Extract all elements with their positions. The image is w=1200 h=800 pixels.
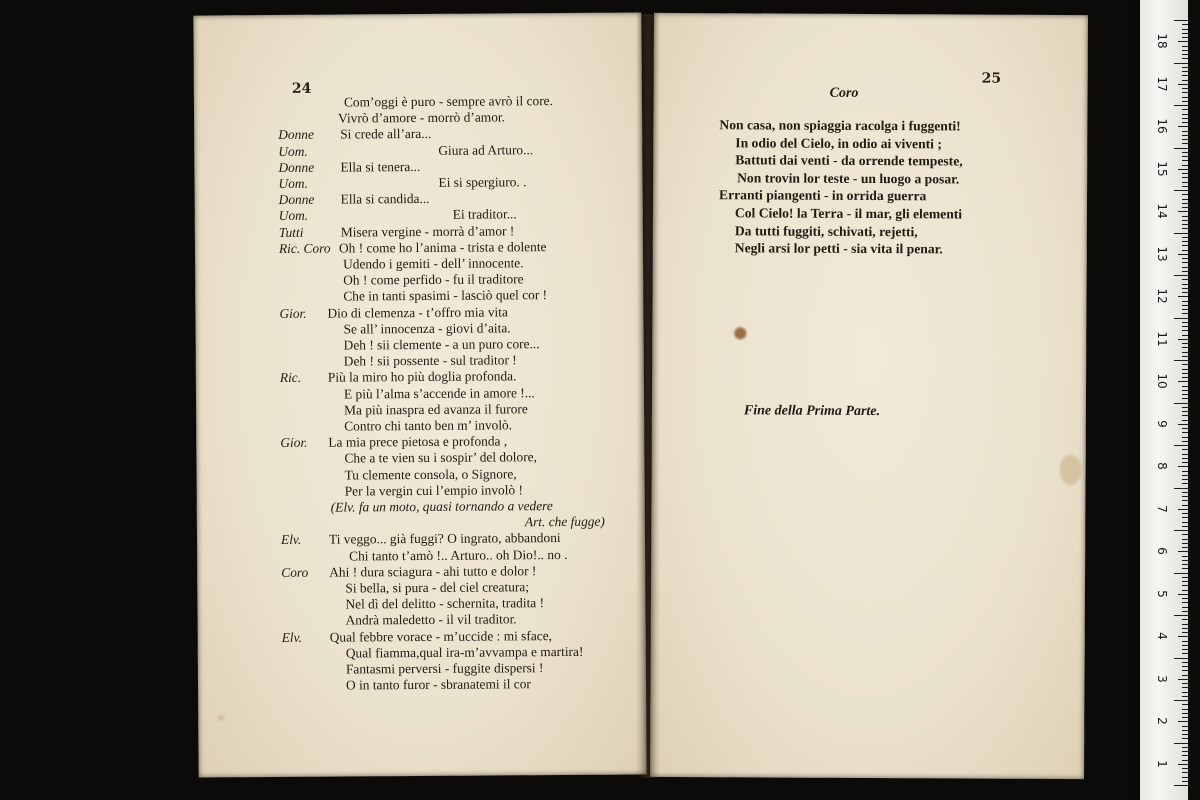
ruler-tick [1182, 738, 1188, 739]
ruler-tick [1182, 602, 1188, 603]
ruler-tick [1182, 471, 1188, 472]
ruler-tick [1182, 641, 1188, 642]
verse-line: Fantasmi perversi - fuggite dispersi ! [345, 660, 544, 677]
ruler-tick [1182, 118, 1188, 119]
ruler-tick [1182, 347, 1188, 348]
ruler-tick [1182, 131, 1188, 132]
chorus-line: Col Cielo! la Terra - il mar, gli elementi [734, 205, 963, 222]
verse-line: Più la miro ho più doglia profonda. [327, 368, 517, 386]
ruler-number: 18 [1155, 33, 1169, 49]
ruler-tick [1174, 233, 1188, 234]
ruler-tick [1174, 20, 1188, 21]
ruler-tick [1182, 258, 1188, 259]
ruler-tick [1182, 284, 1188, 285]
ruler-tick [1174, 488, 1188, 489]
verse-line: (Elv. fa un moto, quasi tornando a vedere [330, 498, 553, 515]
ruler-number: 3 [1155, 674, 1169, 683]
measuring-ruler [1140, 0, 1188, 800]
ruler-tick [1182, 262, 1188, 263]
ruler-tick [1182, 109, 1188, 110]
ruler-tick [1182, 80, 1188, 81]
ruler-tick [1178, 381, 1188, 382]
ruler-tick [1178, 211, 1188, 212]
speaker-label: Uom. [278, 143, 308, 159]
ruler-tick [1182, 483, 1188, 484]
verse-line: O in tanto furor - sbranatemi il cor [345, 676, 531, 693]
speaker-label: Ric. [279, 370, 302, 386]
ruler-tick [1182, 207, 1188, 208]
ruler-tick [1182, 122, 1188, 123]
ruler-tick [1182, 46, 1188, 47]
ruler-tick [1182, 24, 1188, 25]
verse-line: Che in tanti spasimi - lasciò quel cor ! [343, 287, 548, 304]
chorus-line: Negli arsi lor petti - sia vita il penar. [734, 240, 943, 257]
ruler-tick [1178, 764, 1188, 765]
ruler-tick [1182, 50, 1188, 51]
speaker-label: Gior. [280, 434, 308, 451]
ruler-tick [1182, 632, 1188, 633]
right-page [650, 13, 1088, 779]
ruler-tick [1174, 275, 1188, 276]
speaker-label: Tutti [278, 224, 304, 240]
ruler-tick [1182, 517, 1188, 518]
paper-stain [218, 715, 224, 720]
ruler-tick [1182, 156, 1188, 157]
page-number-left: 24 [291, 80, 312, 97]
ruler-tick [1182, 734, 1188, 735]
ruler-tick [1182, 717, 1188, 718]
ruler-tick [1182, 611, 1188, 612]
verse-line: Chi tanto t’amò !.. Arturo.. oh Dio!.. no . [349, 546, 568, 564]
ruler-tick [1182, 237, 1188, 238]
ruler-tick [1182, 568, 1188, 569]
ruler-tick [1182, 250, 1188, 251]
ruler-number: 2 [1155, 717, 1169, 725]
ruler-number: 8 [1155, 462, 1169, 470]
verse-line: E più l’alma s’accende in amore !... [343, 384, 535, 402]
verse-line: Se all’ innocenza - giovi d’aita. [343, 320, 511, 337]
ruler-tick [1174, 318, 1188, 319]
ruler-number: 17 [1155, 75, 1169, 92]
ruler-tick [1182, 398, 1188, 399]
ruler-tick [1182, 649, 1188, 650]
ruler-tick [1182, 543, 1188, 544]
ruler-tick [1182, 390, 1188, 391]
verse-line: Com’oggi è puro - sempre avrò il core. [343, 93, 553, 110]
ruler-tick [1182, 437, 1188, 438]
ruler-tick [1182, 71, 1188, 72]
ruler-tick [1182, 526, 1188, 527]
ruler-tick [1182, 696, 1188, 697]
ruler-tick [1182, 288, 1188, 289]
ruler-number: 15 [1155, 160, 1169, 177]
ruler-number: 4 [1155, 632, 1169, 640]
ruler-tick [1182, 475, 1188, 476]
speaker-label: Elv. [281, 629, 302, 645]
ruler-tick [1182, 628, 1188, 629]
speaker-label: Donne [278, 191, 315, 208]
ruler-tick [1182, 607, 1188, 608]
speaker-label: Uom. [278, 175, 308, 191]
ruler-tick [1182, 619, 1188, 620]
ruler-tick [1182, 322, 1188, 323]
ruler-number: 12 [1155, 288, 1169, 304]
ink-spot [734, 327, 746, 339]
ruler-tick [1182, 666, 1188, 667]
ruler-tick [1182, 598, 1188, 599]
ruler-tick [1182, 713, 1188, 714]
verse-line: Giura ad Arturo... [438, 141, 534, 158]
verse-line: Deh ! sii possente - sul traditor ! [343, 352, 517, 369]
ruler-tick [1182, 441, 1188, 442]
ruler-tick [1182, 245, 1188, 246]
ruler-tick [1178, 636, 1188, 637]
chorus-line: Da tutti fuggiti, schivati, rejetti, [734, 222, 918, 239]
ruler-tick [1182, 730, 1188, 731]
ruler-tick [1182, 267, 1188, 268]
ruler-tick [1174, 658, 1188, 659]
ruler-tick [1182, 186, 1188, 187]
page-number-right: 25 [981, 70, 1002, 87]
ruler-number: 13 [1155, 245, 1169, 262]
ruler-tick [1182, 279, 1188, 280]
closing-line: Fine della Prima Parte. [743, 403, 881, 420]
ruler-tick [1182, 386, 1188, 387]
speaker-label: Coro [281, 564, 309, 580]
ruler-tick [1178, 551, 1188, 552]
verse-line: Ei traditor... [452, 206, 517, 223]
ruler-tick [1182, 241, 1188, 242]
ruler-tick [1182, 199, 1188, 200]
ruler-number: 1 [1155, 759, 1169, 768]
section-heading: Coro [829, 85, 859, 101]
verse-line: Ella si tenera... [340, 158, 421, 175]
ruler-tick [1182, 407, 1188, 408]
ruler-tick [1182, 500, 1188, 501]
ruler-tick [1182, 135, 1188, 136]
ruler-tick [1174, 360, 1188, 361]
ruler-tick [1182, 29, 1188, 30]
book-gutter [636, 14, 660, 778]
ruler-tick [1178, 84, 1188, 85]
ruler-tick [1178, 339, 1188, 340]
ruler-tick [1178, 679, 1188, 680]
ruler-tick [1182, 704, 1188, 705]
speaker-label: Uom. [278, 208, 309, 224]
ruler-tick [1182, 377, 1188, 378]
ruler-tick [1182, 479, 1188, 480]
ruler-tick [1182, 687, 1188, 688]
ruler-tick [1182, 581, 1188, 582]
verse-line: Che a te vien su i sospir’ del dolore, [344, 449, 538, 466]
ruler-tick [1182, 556, 1188, 557]
ruler-tick [1182, 330, 1188, 331]
ruler-tick [1182, 216, 1188, 217]
verse-line: Misera vergine - morrà d’amor ! [340, 222, 515, 240]
paper-stain [1060, 455, 1082, 485]
ruler-tick [1182, 114, 1188, 115]
ruler-tick [1182, 751, 1188, 752]
ruler-tick [1182, 564, 1188, 565]
ruler-tick [1182, 101, 1188, 102]
chorus-line: Erranti piangenti - in orrida guerra [719, 187, 927, 204]
ruler-tick [1174, 63, 1188, 64]
ruler-tick [1174, 573, 1188, 574]
ruler-tick [1182, 645, 1188, 646]
ruler-tick [1174, 530, 1188, 531]
verse-line: Si crede all’ara... [340, 126, 432, 142]
ruler-tick [1182, 539, 1188, 540]
ruler-tick [1182, 547, 1188, 548]
ruler-tick [1182, 577, 1188, 578]
ruler-tick [1174, 105, 1188, 106]
ruler-tick [1178, 126, 1188, 127]
verse-line: Ei si spergiuro. . [438, 174, 527, 190]
ruler-tick [1182, 411, 1188, 412]
ruler-tick [1182, 449, 1188, 450]
verse-line: Nel dì del delitto - schernita, tradita ! [345, 595, 545, 612]
verse-line: Udendo i gemiti - dell’ innocente. [343, 255, 524, 272]
ruler-tick [1178, 424, 1188, 425]
ruler-tick [1182, 777, 1188, 778]
verse-line: Ti veggo... già fuggi? O ingrato, abbandoni [328, 530, 561, 548]
ruler-tick [1174, 615, 1188, 616]
ruler-tick [1174, 190, 1188, 191]
ruler-tick [1182, 394, 1188, 395]
ruler-tick [1182, 343, 1188, 344]
ruler-tick [1182, 143, 1188, 144]
ruler-tick [1182, 313, 1188, 314]
ruler-tick [1182, 37, 1188, 38]
ruler-tick [1182, 458, 1188, 459]
ruler-tick [1182, 173, 1188, 174]
ruler-tick [1178, 41, 1188, 42]
verse-line: Oh ! come perfido - fu il traditore [343, 271, 524, 288]
ruler-tick [1182, 335, 1188, 336]
left-page [193, 12, 646, 777]
ruler-tick [1182, 97, 1188, 98]
verse-line: Dio di clemenza - t’offro mia vita [327, 303, 508, 321]
ruler-tick [1182, 228, 1188, 229]
ruler-tick [1182, 496, 1188, 497]
ruler-number: 6 [1155, 547, 1169, 555]
ruler-tick [1182, 670, 1188, 671]
verse-line: Vivrò d’amore - morrò d’amor. [338, 109, 506, 126]
chorus-line: Non casa, non spiaggia racolga i fuggenti! [719, 117, 961, 134]
ruler-number: 7 [1155, 504, 1169, 513]
ruler-tick [1182, 415, 1188, 416]
ruler-tick [1182, 683, 1188, 684]
ruler-number: 14 [1155, 203, 1169, 219]
ruler-tick [1182, 653, 1188, 654]
ruler-tick [1182, 194, 1188, 195]
ruler-tick [1182, 326, 1188, 327]
ruler-tick [1182, 92, 1188, 93]
chorus-line: In odio del Cielo, in odio ai viventi ; [735, 134, 942, 151]
verse-line: Deh ! sii clemente - a un puro core... [343, 336, 540, 353]
verse-line: Tu clemente consola, o Signore, [344, 465, 517, 483]
ruler-tick [1182, 590, 1188, 591]
ruler-tick [1182, 88, 1188, 89]
ruler-tick [1182, 33, 1188, 34]
ruler-tick [1182, 428, 1188, 429]
verse-line: Ella si candida... [340, 191, 430, 207]
ruler-tick [1178, 169, 1188, 170]
speaker-label: Gior. [279, 305, 307, 321]
ruler-tick [1182, 760, 1188, 761]
ruler-tick [1174, 445, 1188, 446]
verse-line: Per la vergin cui l’empio involò ! [344, 482, 523, 499]
ruler-tick [1174, 743, 1188, 744]
ruler-number: 16 [1155, 118, 1169, 134]
ruler-tick [1182, 356, 1188, 357]
ruler-tick [1174, 700, 1188, 701]
ruler-tick [1182, 534, 1188, 535]
ruler-tick [1182, 513, 1188, 514]
ruler-tick [1182, 224, 1188, 225]
ruler-tick [1178, 594, 1188, 595]
speaker-label: Donne [278, 127, 314, 143]
ruler-tick [1182, 369, 1188, 370]
verse-line: Ma più inaspra ed avanza il furore [344, 401, 528, 418]
ruler-tick [1182, 492, 1188, 493]
ruler-tick [1182, 182, 1188, 183]
ruler-tick [1182, 67, 1188, 68]
ruler-tick [1182, 522, 1188, 523]
ruler-tick [1178, 466, 1188, 467]
ruler-tick [1182, 585, 1188, 586]
ruler-tick [1182, 755, 1188, 756]
ruler-tick [1182, 420, 1188, 421]
ruler-tick [1182, 58, 1188, 59]
verse-line: Ahi ! dura sciagura - ahi tutto e dolor ! [329, 562, 537, 580]
ruler-tick [1182, 305, 1188, 306]
ruler-tick [1182, 203, 1188, 204]
ruler-tick [1182, 624, 1188, 625]
ruler-number: 11 [1155, 330, 1169, 347]
verse-line: Art. che fugge) [524, 513, 605, 530]
ruler-number: 5 [1155, 589, 1169, 598]
ruler-number: 9 [1155, 419, 1169, 428]
ruler-tick [1182, 726, 1188, 727]
ruler-tick [1182, 675, 1188, 676]
verse-line: Si bella, si pura - del ciel creatura; [345, 579, 530, 596]
verse-line: Oh ! come ho l’anima - trista e dolente [338, 238, 547, 256]
verse-line: Qual febbre vorace - m’uccide : mi sface, [329, 627, 553, 645]
ruler-tick [1182, 177, 1188, 178]
ruler-tick [1182, 292, 1188, 293]
ruler-tick [1174, 785, 1188, 786]
speaker-label: Donne [278, 159, 315, 175]
ruler-tick [1182, 271, 1188, 272]
verse-line: Contro chi tanto ben m’ involò. [344, 417, 513, 434]
ruler-tick [1182, 160, 1188, 161]
ruler-tick [1182, 301, 1188, 302]
ruler-tick [1182, 747, 1188, 748]
ruler-tick [1182, 152, 1188, 153]
ruler-tick [1182, 54, 1188, 55]
speaker-label: Ric. Coro [278, 240, 331, 256]
ruler-tick [1182, 662, 1188, 663]
ruler-tick [1182, 505, 1188, 506]
chorus-line: Battuti dai venti - da orrende tempeste, [735, 152, 963, 169]
ruler-tick [1182, 432, 1188, 433]
ruler-tick [1182, 772, 1188, 773]
ruler-tick [1182, 692, 1188, 693]
ruler-tick [1174, 403, 1188, 404]
ruler-tick [1182, 364, 1188, 365]
ruler-tick [1182, 373, 1188, 374]
verse-line: Andrà maledetto - il vil traditor. [345, 611, 517, 628]
ruler-tick [1182, 462, 1188, 463]
ruler-tick [1182, 309, 1188, 310]
verse-line: La mia prece pietosa e profonda , [328, 433, 508, 450]
ruler-tick [1182, 768, 1188, 769]
ruler-tick [1182, 454, 1188, 455]
ruler-tick [1182, 165, 1188, 166]
ruler-tick [1178, 254, 1188, 255]
ruler-tick [1182, 220, 1188, 221]
ruler-tick [1178, 509, 1188, 510]
ruler-number: 10 [1155, 373, 1169, 389]
ruler-tick [1178, 296, 1188, 297]
ruler-tick [1182, 352, 1188, 353]
ruler-tick [1182, 75, 1188, 76]
ruler-tick [1178, 721, 1188, 722]
ruler-tick [1182, 709, 1188, 710]
speaker-label: Elv. [280, 532, 302, 548]
ruler-tick [1182, 781, 1188, 782]
ruler-tick [1182, 560, 1188, 561]
ruler-tick [1174, 148, 1188, 149]
ruler-tick [1182, 139, 1188, 140]
chorus-line: Non trovin lor teste - un luogo a posar. [737, 170, 960, 187]
verse-line: Qual fiamma,qual ira-m’avvampa e martira! [345, 643, 584, 661]
